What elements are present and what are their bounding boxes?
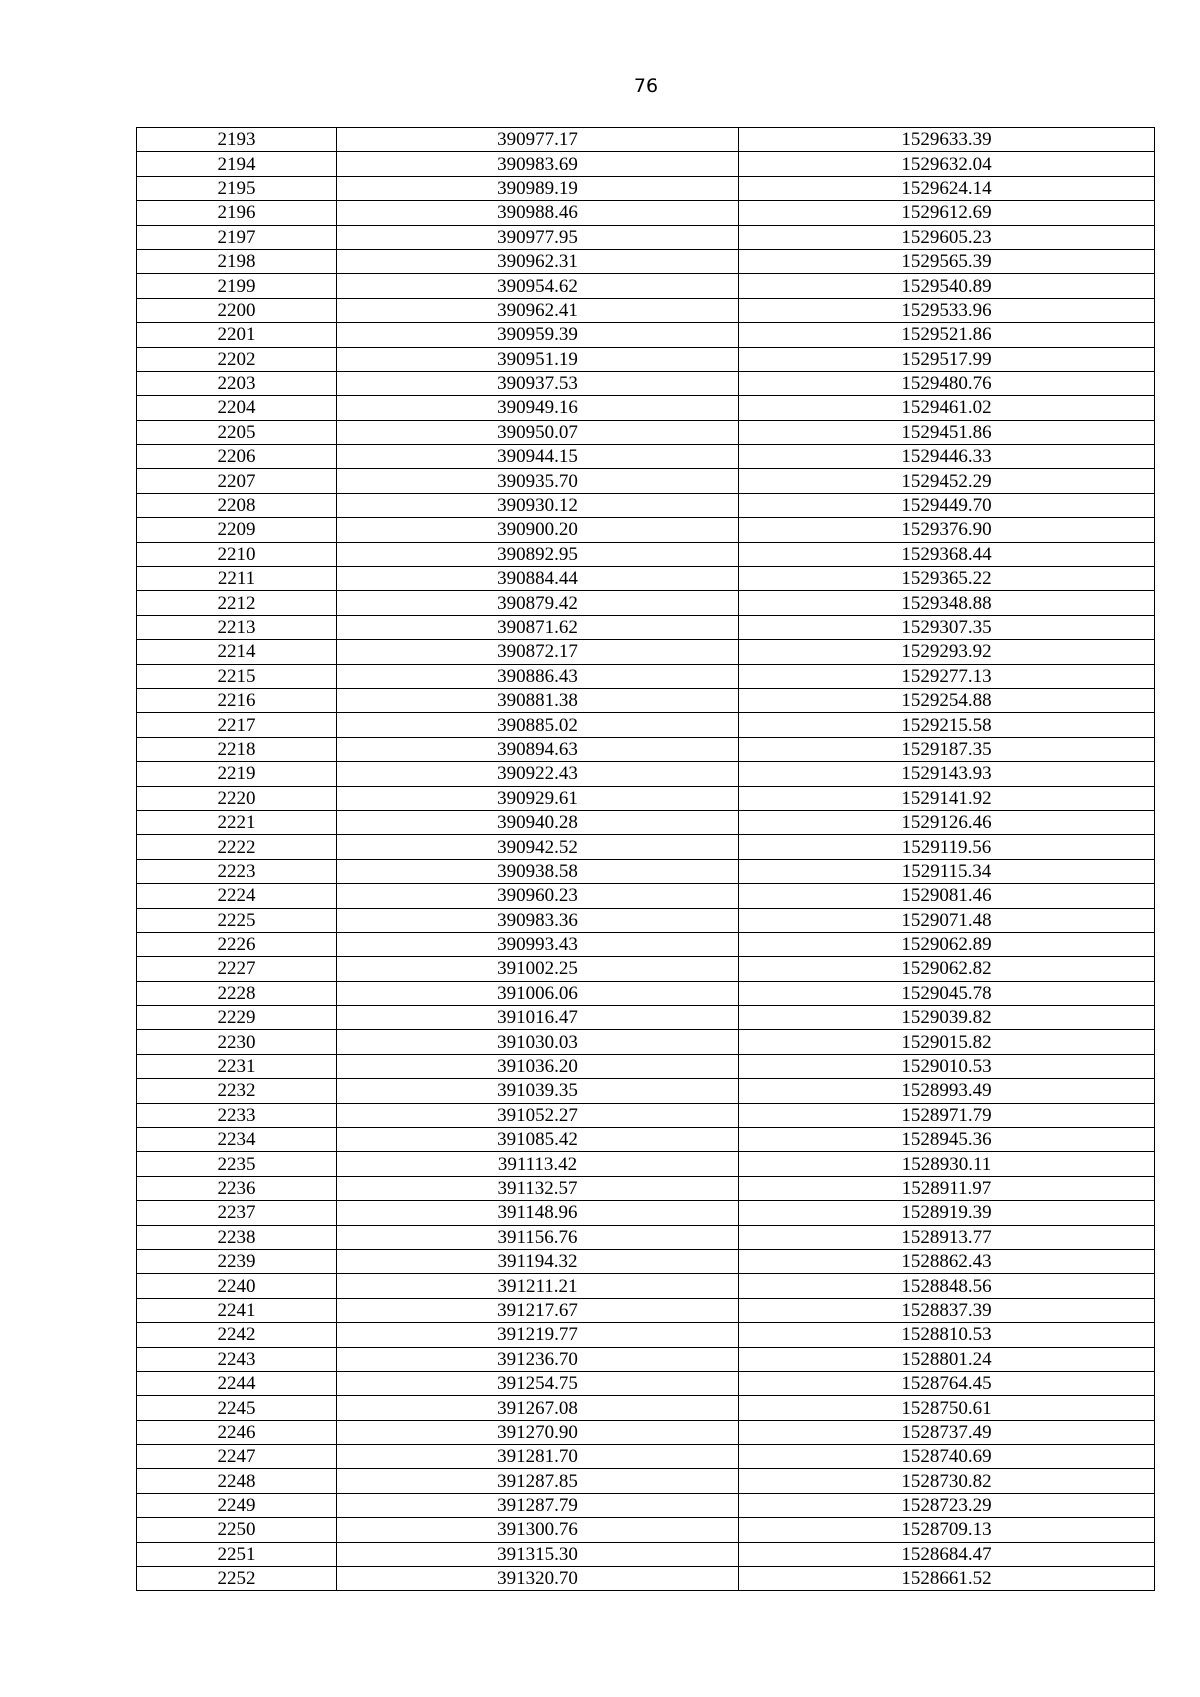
x-coordinate-cell: 391052.27 [337,1103,739,1127]
point-number-cell: 2242 [137,1323,337,1347]
y-coordinate-cell: 1529365.22 [739,567,1155,591]
table-row [137,1103,1155,1127]
table-row [137,298,1155,322]
x-coordinate-cell: 390959.39 [337,323,739,347]
x-coordinate-cell: 391036.20 [337,1054,739,1078]
table-row [137,567,1155,591]
table-row [137,859,1155,883]
x-coordinate-cell: 391016.47 [337,1006,739,1030]
table-row [137,249,1155,273]
point-number-cell: 2197 [137,225,337,249]
point-number-cell: 2232 [137,1079,337,1103]
y-coordinate-cell: 1528971.79 [739,1103,1155,1127]
x-coordinate-cell: 391254.75 [337,1371,739,1395]
x-coordinate-cell: 390977.17 [337,128,739,152]
point-number-cell: 2233 [137,1103,337,1127]
table-row [137,1396,1155,1420]
x-coordinate-cell: 391194.32 [337,1249,739,1273]
y-coordinate-cell: 1528740.69 [739,1445,1155,1469]
x-coordinate-cell: 390988.46 [337,201,739,225]
table-row [137,1420,1155,1444]
y-coordinate-cell: 1528684.47 [739,1542,1155,1566]
x-coordinate-cell: 390930.12 [337,493,739,517]
point-number-cell: 2248 [137,1469,337,1493]
table-row [137,1225,1155,1249]
y-coordinate-cell: 1528709.13 [739,1518,1155,1542]
y-coordinate-cell: 1529277.13 [739,664,1155,688]
point-number-cell: 2241 [137,1298,337,1322]
table-row [137,640,1155,664]
point-number-cell: 2217 [137,713,337,737]
table-row [137,713,1155,737]
table-row [137,1006,1155,1030]
coordinates-table-body [137,128,1155,1591]
y-coordinate-cell: 1529045.78 [739,981,1155,1005]
x-coordinate-cell: 390937.53 [337,371,739,395]
y-coordinate-cell: 1528911.97 [739,1176,1155,1200]
table-row [137,1493,1155,1517]
point-number-cell: 2234 [137,1128,337,1152]
x-coordinate-cell: 390951.19 [337,347,739,371]
point-number-cell: 2208 [137,493,337,517]
table-row [137,420,1155,444]
page-number-wrapper [46,74,1200,98]
point-number-cell: 2216 [137,688,337,712]
point-number-cell: 2226 [137,932,337,956]
y-coordinate-cell: 1529307.35 [739,615,1155,639]
x-coordinate-cell: 390886.43 [337,664,739,688]
x-coordinate-cell: 391132.57 [337,1176,739,1200]
table-row [137,1201,1155,1225]
x-coordinate-cell: 391300.76 [337,1518,739,1542]
point-number-cell: 2223 [137,859,337,883]
y-coordinate-cell: 1528730.82 [739,1469,1155,1493]
y-coordinate-cell: 1529254.88 [739,688,1155,712]
table-row [137,1079,1155,1103]
y-coordinate-cell: 1529540.89 [739,274,1155,298]
page-number: 76 [633,75,659,97]
point-number-cell: 2225 [137,908,337,932]
point-number-cell: 2235 [137,1152,337,1176]
table-row [137,884,1155,908]
x-coordinate-cell: 390935.70 [337,469,739,493]
table-row [137,201,1155,225]
y-coordinate-cell: 1529115.34 [739,859,1155,883]
table-row [137,128,1155,152]
table-row [137,981,1155,1005]
x-coordinate-cell: 391287.85 [337,1469,739,1493]
table-row [137,737,1155,761]
table-row [137,688,1155,712]
x-coordinate-cell: 391270.90 [337,1420,739,1444]
y-coordinate-cell: 1529187.35 [739,737,1155,761]
point-number-cell: 2212 [137,591,337,615]
x-coordinate-cell: 391217.67 [337,1298,739,1322]
y-coordinate-cell: 1529632.04 [739,152,1155,176]
point-number-cell: 2213 [137,615,337,639]
x-coordinate-cell: 390962.41 [337,298,739,322]
y-coordinate-cell: 1528837.39 [739,1298,1155,1322]
y-coordinate-cell: 1528764.45 [739,1371,1155,1395]
y-coordinate-cell: 1529368.44 [739,542,1155,566]
y-coordinate-cell: 1529451.86 [739,420,1155,444]
point-number-cell: 2201 [137,323,337,347]
point-number-cell: 2210 [137,542,337,566]
point-number-cell: 2246 [137,1420,337,1444]
x-coordinate-cell: 390938.58 [337,859,739,883]
x-coordinate-cell: 390940.28 [337,810,739,834]
table-row [137,1152,1155,1176]
table-row [137,1542,1155,1566]
table-row [137,323,1155,347]
table-row [137,1249,1155,1273]
x-coordinate-cell: 390884.44 [337,567,739,591]
point-number-cell: 2200 [137,298,337,322]
point-number-cell: 2247 [137,1445,337,1469]
y-coordinate-cell: 1529376.90 [739,518,1155,542]
x-coordinate-cell: 390983.69 [337,152,739,176]
point-number-cell: 2195 [137,176,337,200]
table-row [137,1323,1155,1347]
y-coordinate-cell: 1528919.39 [739,1201,1155,1225]
y-coordinate-cell: 1528993.49 [739,1079,1155,1103]
x-coordinate-cell: 391002.25 [337,957,739,981]
y-coordinate-cell: 1529015.82 [739,1030,1155,1054]
y-coordinate-cell: 1529517.99 [739,347,1155,371]
y-coordinate-cell: 1529141.92 [739,786,1155,810]
point-number-cell: 2203 [137,371,337,395]
y-coordinate-cell: 1529624.14 [739,176,1155,200]
y-coordinate-cell: 1529119.56 [739,835,1155,859]
y-coordinate-cell: 1528737.49 [739,1420,1155,1444]
x-coordinate-cell: 390929.61 [337,786,739,810]
point-number-cell: 2238 [137,1225,337,1249]
y-coordinate-cell: 1528848.56 [739,1274,1155,1298]
y-coordinate-cell: 1528862.43 [739,1249,1155,1273]
y-coordinate-cell: 1528801.24 [739,1347,1155,1371]
y-coordinate-cell: 1529612.69 [739,201,1155,225]
point-number-cell: 2244 [137,1371,337,1395]
table-row [137,1445,1155,1469]
table-row [137,1054,1155,1078]
x-coordinate-cell: 390962.31 [337,249,739,273]
x-coordinate-cell: 390960.23 [337,884,739,908]
x-coordinate-cell: 390942.52 [337,835,739,859]
y-coordinate-cell: 1529071.48 [739,908,1155,932]
x-coordinate-cell: 391156.76 [337,1225,739,1249]
x-coordinate-cell: 391267.08 [337,1396,739,1420]
x-coordinate-cell: 390922.43 [337,762,739,786]
table-row [137,1567,1155,1591]
x-coordinate-cell: 391039.35 [337,1079,739,1103]
point-number-cell: 2211 [137,567,337,591]
point-number-cell: 2237 [137,1201,337,1225]
x-coordinate-cell: 390944.15 [337,445,739,469]
table-row [137,469,1155,493]
y-coordinate-cell: 1529605.23 [739,225,1155,249]
point-number-cell: 2249 [137,1493,337,1517]
x-coordinate-cell: 390977.95 [337,225,739,249]
x-coordinate-cell: 391219.77 [337,1323,739,1347]
point-number-cell: 2245 [137,1396,337,1420]
point-number-cell: 2199 [137,274,337,298]
x-coordinate-cell: 390881.38 [337,688,739,712]
table-row [137,1298,1155,1322]
table-row [137,274,1155,298]
table-row [137,762,1155,786]
point-number-cell: 2202 [137,347,337,371]
x-coordinate-cell: 391281.70 [337,1445,739,1469]
table-row [137,615,1155,639]
point-number-cell: 2251 [137,1542,337,1566]
x-coordinate-cell: 390949.16 [337,396,739,420]
table-row [137,396,1155,420]
point-number-cell: 2209 [137,518,337,542]
table-row [137,835,1155,859]
y-coordinate-cell: 1529565.39 [739,249,1155,273]
point-number-cell: 2221 [137,810,337,834]
point-number-cell: 2214 [137,640,337,664]
point-number-cell: 2193 [137,128,337,152]
table-row [137,591,1155,615]
x-coordinate-cell: 390950.07 [337,420,739,444]
point-number-cell: 2207 [137,469,337,493]
y-coordinate-cell: 1529461.02 [739,396,1155,420]
point-number-cell: 2206 [137,445,337,469]
y-coordinate-cell: 1529449.70 [739,493,1155,517]
y-coordinate-cell: 1529521.86 [739,323,1155,347]
table-row [137,1128,1155,1152]
x-coordinate-cell: 390989.19 [337,176,739,200]
y-coordinate-cell: 1529062.82 [739,957,1155,981]
x-coordinate-cell: 391148.96 [337,1201,739,1225]
table-row [137,1371,1155,1395]
point-number-cell: 2243 [137,1347,337,1371]
table-row [137,518,1155,542]
x-coordinate-cell: 390983.36 [337,908,739,932]
y-coordinate-cell: 1529452.29 [739,469,1155,493]
table-row [137,957,1155,981]
x-coordinate-cell: 390892.95 [337,542,739,566]
point-number-cell: 2240 [137,1274,337,1298]
point-number-cell: 2231 [137,1054,337,1078]
point-number-cell: 2205 [137,420,337,444]
y-coordinate-cell: 1529633.39 [739,128,1155,152]
y-coordinate-cell: 1529081.46 [739,884,1155,908]
table-row [137,932,1155,956]
point-number-cell: 2252 [137,1567,337,1591]
x-coordinate-cell: 390871.62 [337,615,739,639]
table-row [137,908,1155,932]
x-coordinate-cell: 390885.02 [337,713,739,737]
point-number-cell: 2224 [137,884,337,908]
point-number-cell: 2222 [137,835,337,859]
point-number-cell: 2215 [137,664,337,688]
y-coordinate-cell: 1529533.96 [739,298,1155,322]
x-coordinate-cell: 390879.42 [337,591,739,615]
x-coordinate-cell: 391030.03 [337,1030,739,1054]
y-coordinate-cell: 1529010.53 [739,1054,1155,1078]
y-coordinate-cell: 1528913.77 [739,1225,1155,1249]
x-coordinate-cell: 391211.21 [337,1274,739,1298]
table-row [137,664,1155,688]
point-number-cell: 2236 [137,1176,337,1200]
table-row [137,810,1155,834]
table-row [137,1274,1155,1298]
y-coordinate-cell: 1529480.76 [739,371,1155,395]
point-number-cell: 2219 [137,762,337,786]
y-coordinate-cell: 1529215.58 [739,713,1155,737]
x-coordinate-cell: 390993.43 [337,932,739,956]
table-row [137,176,1155,200]
point-number-cell: 2229 [137,1006,337,1030]
x-coordinate-cell: 390894.63 [337,737,739,761]
point-number-cell: 2198 [137,249,337,273]
point-number-cell: 2227 [137,957,337,981]
y-coordinate-cell: 1529446.33 [739,445,1155,469]
y-coordinate-cell: 1528661.52 [739,1567,1155,1591]
x-coordinate-cell: 391236.70 [337,1347,739,1371]
x-coordinate-cell: 391113.42 [337,1152,739,1176]
x-coordinate-cell: 391006.06 [337,981,739,1005]
table-row [137,225,1155,249]
y-coordinate-cell: 1528723.29 [739,1493,1155,1517]
table-row [137,445,1155,469]
y-coordinate-cell: 1528945.36 [739,1128,1155,1152]
table-row [137,542,1155,566]
y-coordinate-cell: 1528810.53 [739,1323,1155,1347]
y-coordinate-cell: 1528930.11 [739,1152,1155,1176]
y-coordinate-cell: 1529039.82 [739,1006,1155,1030]
y-coordinate-cell: 1529143.93 [739,762,1155,786]
point-number-cell: 2239 [137,1249,337,1273]
y-coordinate-cell: 1529062.89 [739,932,1155,956]
x-coordinate-cell: 391085.42 [337,1128,739,1152]
x-coordinate-cell: 391287.79 [337,1493,739,1517]
point-number-cell: 2204 [137,396,337,420]
table-row [137,1347,1155,1371]
point-number-cell: 2218 [137,737,337,761]
point-number-cell: 2220 [137,786,337,810]
x-coordinate-cell: 391315.30 [337,1542,739,1566]
point-number-cell: 2230 [137,1030,337,1054]
table-row [137,1176,1155,1200]
y-coordinate-cell: 1529293.92 [739,640,1155,664]
y-coordinate-cell: 1529126.46 [739,810,1155,834]
x-coordinate-cell: 390954.62 [337,274,739,298]
y-coordinate-cell: 1528750.61 [739,1396,1155,1420]
table-row [137,786,1155,810]
point-number-cell: 2196 [137,201,337,225]
table-row [137,1469,1155,1493]
x-coordinate-cell: 390900.20 [337,518,739,542]
x-coordinate-cell: 391320.70 [337,1567,739,1591]
table-row [137,493,1155,517]
point-number-cell: 2228 [137,981,337,1005]
coordinates-table [136,127,1155,1591]
table-row [137,1518,1155,1542]
x-coordinate-cell: 390872.17 [337,640,739,664]
table-row [137,371,1155,395]
point-number-cell: 2250 [137,1518,337,1542]
point-number-cell: 2194 [137,152,337,176]
table-row [137,1030,1155,1054]
y-coordinate-cell: 1529348.88 [739,591,1155,615]
table-row [137,347,1155,371]
table-row [137,152,1155,176]
